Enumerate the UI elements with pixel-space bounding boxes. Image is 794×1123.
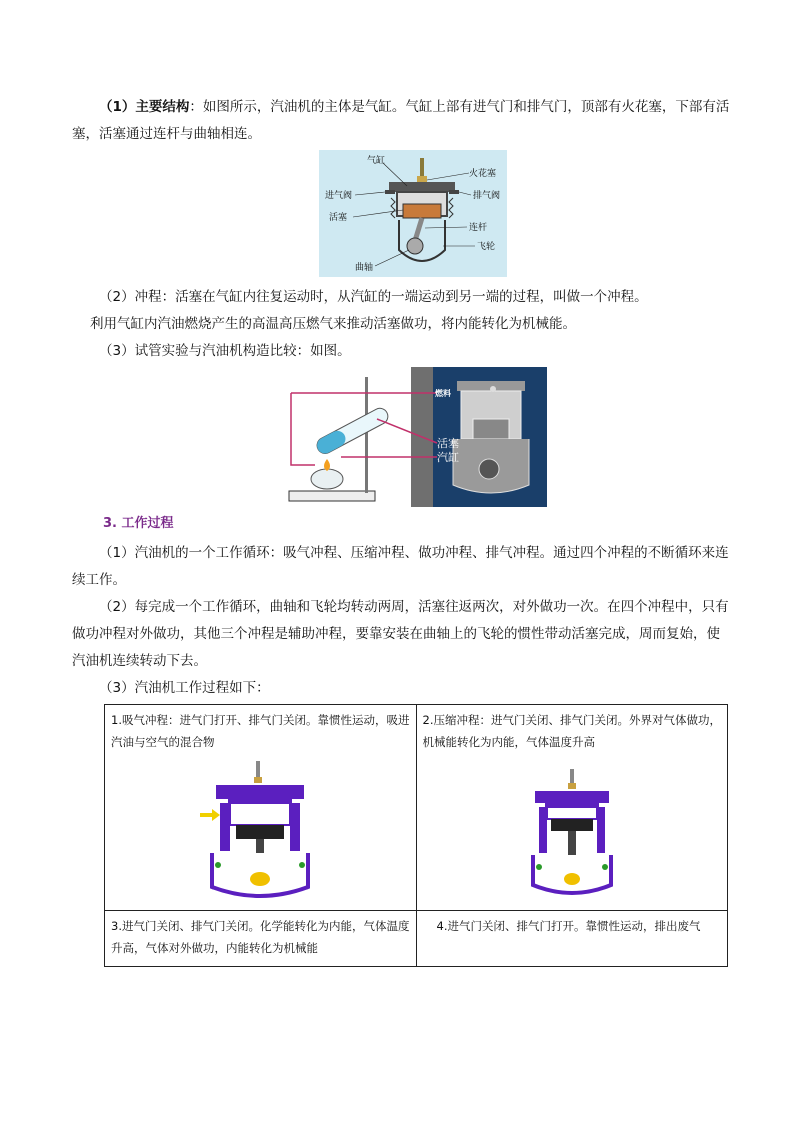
engine-structure-diagram	[319, 150, 507, 277]
structure-text: ：如图所示，汽油机的主体是气缸。气缸上部有进气门和排气门，顶部有火花塞，下部有活塞，活塞通过连杆与曲轴相连。	[72, 99, 730, 142]
label-piston: 活塞	[329, 213, 348, 223]
comparison-intro: （3）试管实验与汽油机构造比较：如图。	[99, 343, 351, 359]
table-cell-power	[105, 911, 417, 967]
intake-stroke-text: 1.吸气冲程：进气门打开、排气门关闭。靠惯性运动，吸进汽油与空气的混合物	[111, 713, 410, 749]
table-cell-exhaust	[416, 911, 728, 967]
test-tube-engine-comparison	[281, 367, 547, 507]
label-cylinder: 气缸	[367, 156, 386, 166]
structure-label: （1）主要结构	[99, 99, 190, 115]
compression-stroke-diagram	[527, 767, 617, 897]
label-flywheel: 飞轮	[477, 242, 496, 252]
label-intake-valve: 进气阀	[325, 191, 353, 201]
stroke-definition: （2）冲程：活塞在气缸内往复运动时，从汽缸的一端运动到另一端的过程，叫做一个冲程。	[99, 289, 648, 305]
label-piston-2: 活塞	[437, 437, 459, 450]
cycle-detail-paragraph: （2）每完成一个工作循环，曲轴和飞轮均转动两周，活塞往返两次，对外做功一次。在四个冲程中，只有做功冲程对外做功，其他三个冲程是辅助冲程，要靠安装在曲轴上的飞轮的惯性带动活塞完成，周而复始，使汽油机连续转动下去。	[72, 599, 729, 669]
work-cycle-paragraph: （1）汽油机的一个工作循环：吸气冲程、压缩冲程、做功冲程、排气冲程。通过四个冲程的不断循环来连续工作。	[72, 545, 729, 588]
structure-paragraph	[72, 94, 732, 148]
process-intro: （3）汽油机工作过程如下：	[99, 680, 270, 696]
label-cylinder-2: 汽缸	[437, 451, 459, 464]
section-heading: 3. 工作过程	[103, 516, 174, 531]
table-cell-intake	[105, 705, 417, 911]
intake-stroke-diagram	[200, 759, 320, 899]
label-exhaust-valve: 排气阀	[473, 191, 501, 201]
energy-conversion: 利用气缸内汽油燃烧产生的高温高压燃气来推动活塞做功，将内能转化为机械能。	[90, 316, 576, 332]
table-cell-compression	[416, 705, 728, 911]
label-crankshaft: 曲轴	[355, 263, 374, 273]
compression-stroke-text: 2.压缩冲程：进气门关闭、排气门关闭。外界对气体做功，机械能转化为内能，气体温度升高	[422, 713, 721, 749]
power-stroke-text: 3.进气门关闭、排气门关闭。化学能转化为内能，气体温度升高，气体对外做功，内能转化为机械能	[111, 919, 410, 955]
label-fuel: 燃料	[435, 389, 451, 398]
exhaust-stroke-text: 4.进气门关闭、排气门打开。靠惯性运动，排出废气	[436, 919, 701, 933]
label-connecting-rod: 连杆	[469, 223, 488, 233]
label-spark-plug: 火花塞	[469, 169, 497, 179]
stroke-table	[104, 704, 728, 967]
